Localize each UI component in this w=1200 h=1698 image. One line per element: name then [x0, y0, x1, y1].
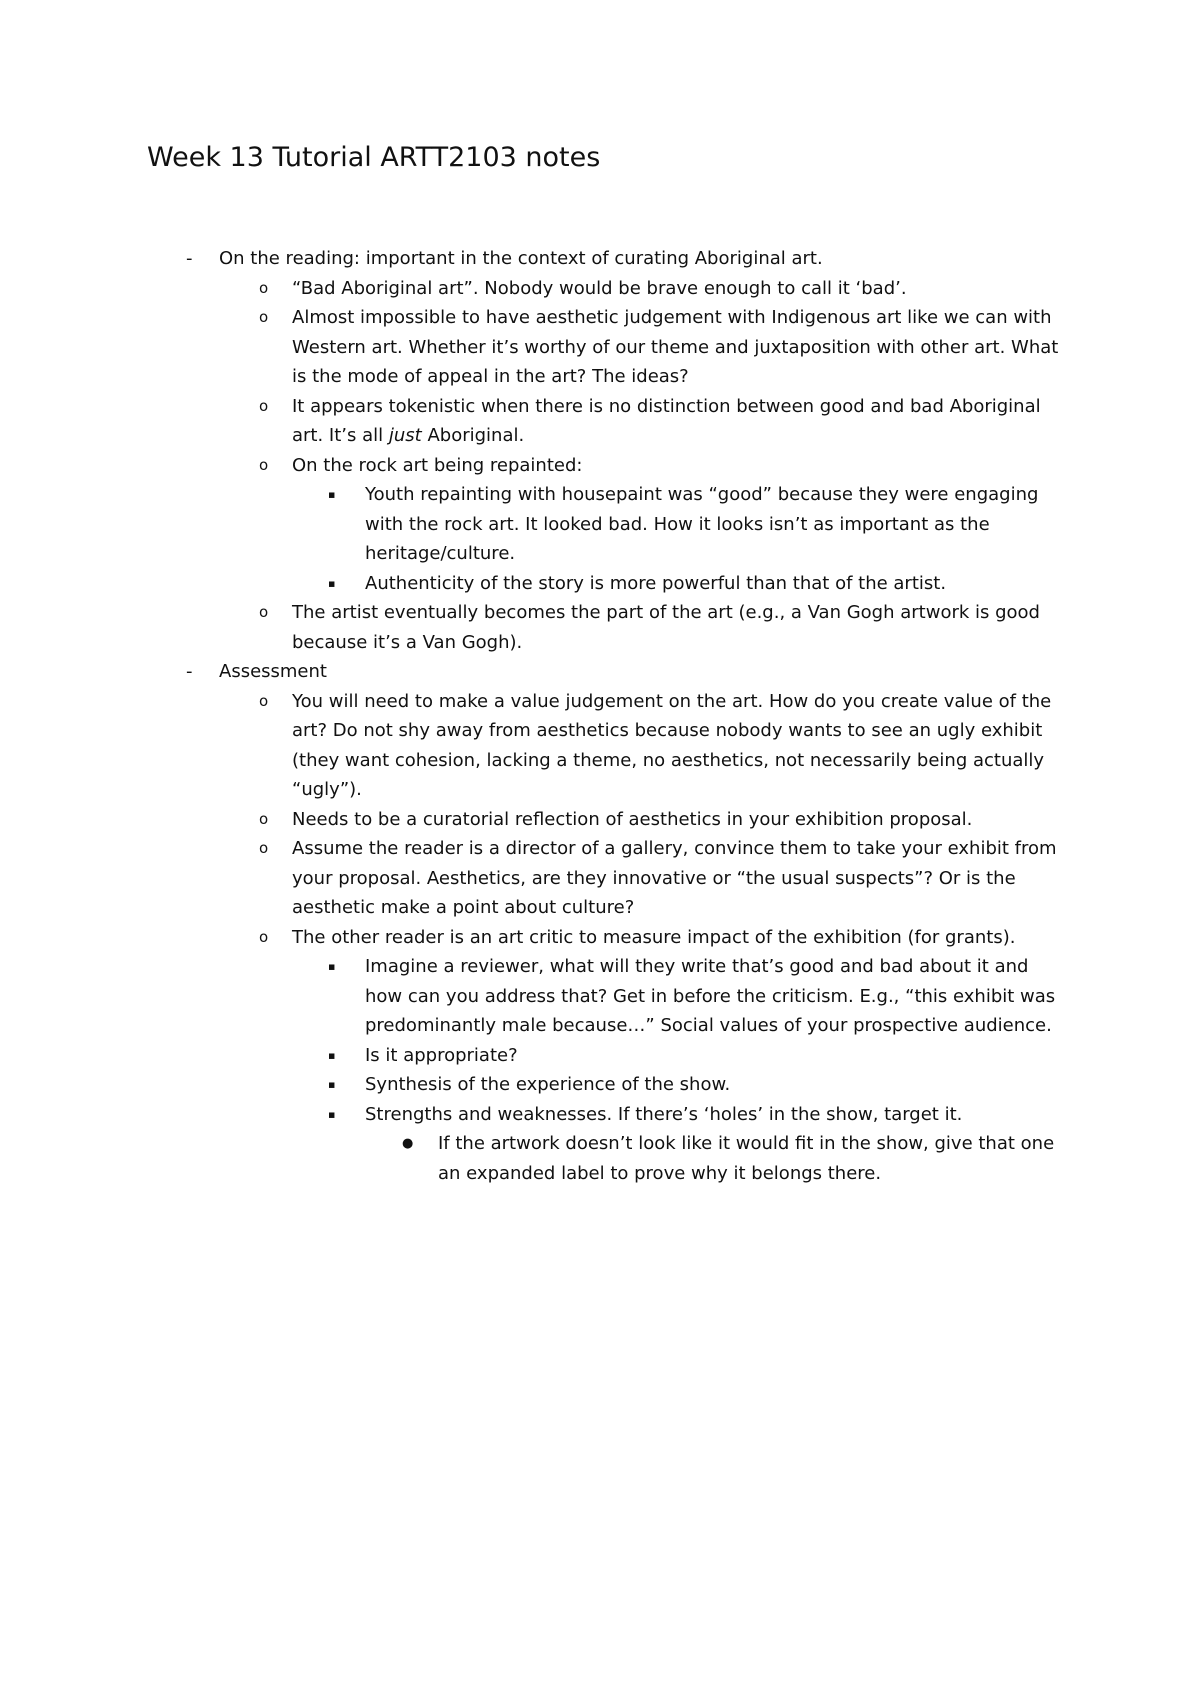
list-item [328, 1100, 1065, 1130]
list-item [186, 657, 1049, 687]
dash-marker: - [186, 248, 193, 269]
list-item-text: Assessment [219, 661, 327, 682]
square-bullet-marker: ▪ [328, 1107, 336, 1121]
document-title: Week 13 Tutorial ARTT2103 notes [147, 142, 601, 173]
dash-marker: - [186, 661, 193, 682]
list-item-text: Imagine a reviewer, what will they write that’s good and bad about it and how can you address that? Get in before the criticism. E.g., “this exhibit was predominantly male because…” Social values of your prospective audience. [365, 956, 1056, 1036]
list-item-text: Assume the reader is a director of a gallery, convince them to take your exhibit from your proposal. Aesthetics, are they innovative or “the usual suspects”? Or is the aesthetic make a point about culture? [292, 838, 1057, 918]
square-bullet-marker: ▪ [328, 960, 336, 973]
italic-emphasis: just [388, 425, 422, 446]
list-item [259, 805, 1062, 835]
list-item-text: If the artwork doesn’t look like it would fit in the show, give that one an expanded label to prove why it belongs there. [438, 1133, 1055, 1184]
list-item-text-part: Aboriginal. [421, 425, 525, 446]
list-item [259, 834, 1062, 923]
circle-marker: o [259, 308, 269, 326]
list-item-text: You will need to make a value judgement on the art. How do you create value of the art? Do not shy away from aesthetics because nobody wants to see an ugly exhibit (they want cohesion, lacking a theme, no aesthetics, not necessarily being actually “ugly”). [292, 690, 1052, 800]
circle-marker: o [259, 691, 269, 710]
list-item-text-part: It appears tokenistic when there is no distinction between good and bad Aboriginal art. It’s all [292, 395, 1041, 446]
list-item-text [292, 392, 1062, 451]
list-item-text: On the rock art being repainted: [292, 454, 583, 476]
list-item [259, 303, 1062, 392]
list-item [259, 392, 1062, 451]
circle-marker: o [259, 839, 269, 857]
circle-marker: o [259, 809, 269, 828]
list-item [259, 598, 1062, 657]
list-item-text: Authenticity of the story is more powerful than that of the artist. [365, 572, 947, 594]
list-item [402, 1129, 1068, 1188]
list-item-text: The other reader is an art critic to measure impact of the exhibition (for grants). [292, 926, 1016, 948]
list-item [259, 451, 1062, 481]
list-item-text: Strengths and weaknesses. If there’s ‘holes’ in the show, target it. [365, 1103, 963, 1125]
circle-marker: o [259, 603, 269, 621]
list-item-text: “Bad Aboriginal art”. Nobody would be brave enough to call it ‘bad’. [292, 277, 907, 299]
list-item-text: Almost impossible to have aesthetic judgement with Indigenous art like we can with Western art. Whether it’s worthy of our theme and juxtaposition with other art. What is the mode of appeal in the art? The ideas? [292, 307, 1059, 387]
square-bullet-marker: ▪ [328, 1048, 336, 1062]
list-item [328, 1041, 1065, 1071]
list-item-text: Youth repainting with housepaint was “good” because they were engaging with the rock art. It looked bad. How it looks isn’t as important as the heritage/culture. [365, 484, 1039, 564]
list-item [328, 1070, 1065, 1100]
list-item-text: On the reading: important in the context of curating Aboriginal art. [219, 248, 823, 269]
list-item [328, 569, 1065, 599]
list-item [328, 952, 1065, 1041]
square-bullet-marker: ▪ [328, 576, 336, 590]
notes-list [0, 244, 1200, 1188]
square-bullet-marker: ▪ [328, 488, 336, 501]
list-item-text: The artist eventually becomes the part of the art (e.g., a Van Gogh artwork is good because it’s a Van Gogh). [292, 602, 1040, 653]
circle-marker: o [259, 278, 269, 297]
list-item [186, 244, 1049, 274]
circle-marker: o [259, 455, 269, 474]
round-bullet-marker: ● [402, 1136, 414, 1151]
list-item-text: Synthesis of the experience of the show. [365, 1074, 731, 1095]
square-bullet-marker: ▪ [328, 1078, 336, 1091]
circle-marker: o [259, 927, 269, 946]
list-item-text: Is it appropriate? [365, 1044, 518, 1066]
list-item [328, 480, 1065, 569]
list-item [259, 687, 1062, 805]
list-item [259, 923, 1062, 953]
list-item-text: Needs to be a curatorial reflection of aesthetics in your exhibition proposal. [292, 808, 973, 830]
list-item [259, 274, 1062, 304]
circle-marker: o [259, 396, 269, 415]
